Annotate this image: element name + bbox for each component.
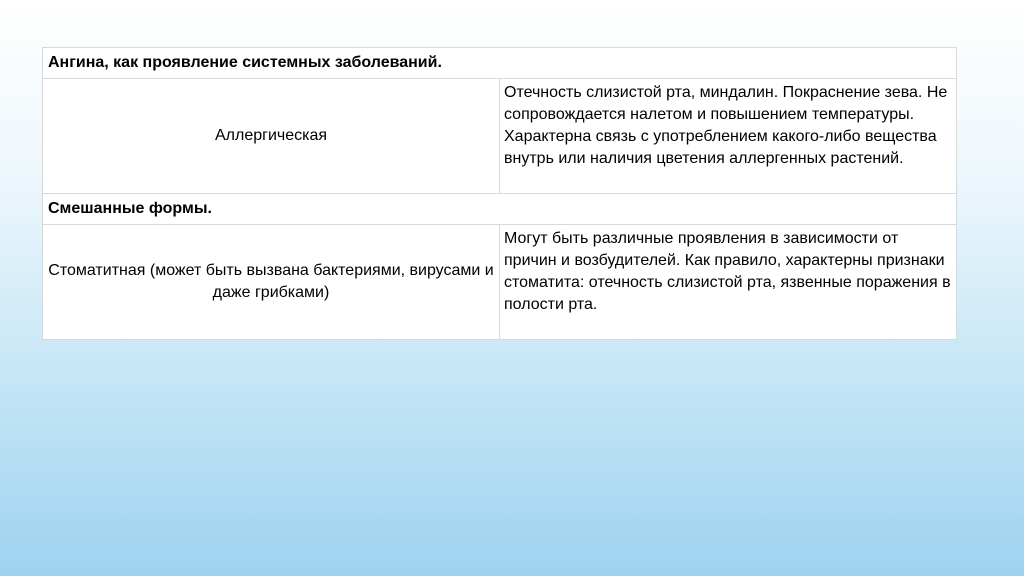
form-name-cell: Стоматитная (может быть вызвана бактериями, вирусами и даже грибками)	[43, 225, 500, 340]
description-cell: Отечность слизистой рта, миндалин. Покраснение зева. Не сопровождается налетом и повышением температуры. Характерна связь с употреблением какого-либо вещества внутрь или наличия цветения аллергенных растений.	[500, 79, 957, 194]
table-row	[43, 79, 957, 194]
description-cell: Могут быть различные проявления в зависимости от причин и возбудителей. Как правило, характерны признаки стоматита: отечность слизистой рта, язвенные поражения в полости рта.	[500, 225, 957, 340]
section-title: Смешанные формы.	[43, 194, 957, 225]
info-table	[42, 47, 957, 340]
section-title: Ангина, как проявление системных заболеваний.	[43, 48, 957, 79]
table-row	[43, 225, 957, 340]
table-row	[43, 194, 957, 225]
table-row	[43, 48, 957, 79]
form-name-cell: Аллергическая	[43, 79, 500, 194]
